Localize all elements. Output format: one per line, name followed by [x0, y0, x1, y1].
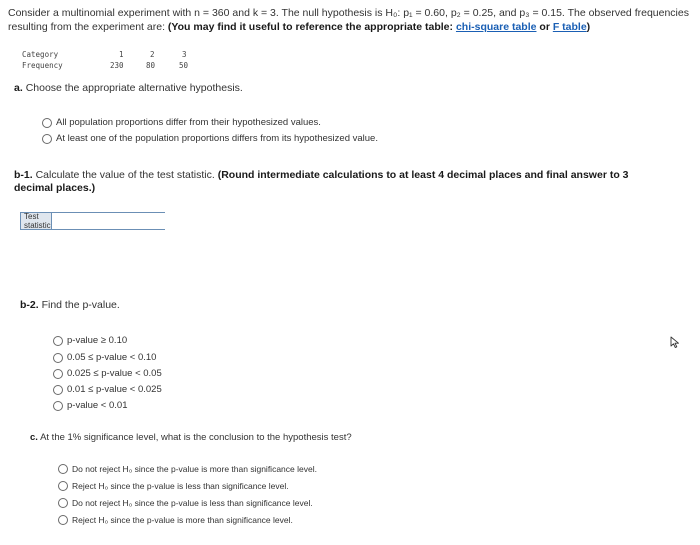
- part-a-option[interactable]: [42, 117, 321, 128]
- test-statistic-field: [20, 212, 165, 230]
- part-b1-label: b-1.: [14, 169, 33, 181]
- part-a-option[interactable]: [42, 133, 378, 144]
- part-a-question: [14, 82, 243, 94]
- radio-button[interactable]: [58, 498, 68, 508]
- intro-text: Consider a multinomial experiment with n = 360 and k = 3. The null hypothesis is H₀: p₁ = 0.60, p₂ = 0.25, and p₃ = 0.15. The observed frequencies resulting from the experiment are:: [8, 7, 689, 33]
- part-c-option[interactable]: [58, 498, 313, 508]
- part-c-option[interactable]: [58, 464, 317, 474]
- intro-close: ): [586, 21, 591, 33]
- part-b2-option[interactable]: [53, 335, 127, 346]
- frequency-cell: 230: [110, 61, 124, 70]
- part-c-question: [30, 432, 352, 443]
- option-text: All population proportions differ from their hypothesized values.: [56, 117, 321, 128]
- intro-or: or: [539, 21, 550, 33]
- option-text: 0.01 ≤ p-value < 0.025: [67, 384, 162, 395]
- radio-button[interactable]: [53, 353, 63, 363]
- part-a-text: Choose the appropriate alternative hypothesis.: [25, 82, 243, 94]
- frequency-cell: 50: [179, 61, 189, 70]
- radio-button[interactable]: [53, 336, 63, 346]
- part-b2-option[interactable]: [53, 368, 162, 379]
- test-statistic-input[interactable]: [52, 213, 175, 229]
- category-cell: 1: [119, 50, 124, 59]
- radio-button[interactable]: [42, 118, 52, 128]
- part-b1-question: [14, 169, 654, 195]
- radio-button[interactable]: [53, 385, 63, 395]
- problem-statement: [8, 6, 694, 34]
- part-b2-option[interactable]: [53, 400, 127, 411]
- intro-bold: (You may find it useful to reference the appropriate table:: [167, 21, 454, 33]
- part-b2-text: Find the p-value.: [41, 299, 120, 311]
- category-label: Category: [22, 50, 59, 59]
- part-c-label: c.: [30, 432, 38, 443]
- part-c-option[interactable]: [58, 481, 289, 491]
- mouse-pointer-icon: [668, 335, 682, 349]
- radio-button[interactable]: [58, 481, 68, 491]
- part-b2-question: [20, 299, 120, 311]
- part-b2-option[interactable]: [53, 352, 156, 363]
- frequency-label: Frequency: [22, 61, 63, 70]
- radio-button[interactable]: [53, 401, 63, 411]
- option-text: At least one of the population proportions differs from its hypothesized value.: [56, 133, 378, 144]
- radio-button[interactable]: [58, 464, 68, 474]
- part-a-label: a.: [14, 82, 23, 94]
- part-c-option[interactable]: [58, 515, 293, 525]
- option-text: Do not reject H₀ since the p-value is more than significance level.: [72, 464, 317, 474]
- option-text: 0.05 ≤ p-value < 0.10: [67, 352, 157, 363]
- frequency-cell: 80: [146, 61, 156, 70]
- category-cell: 2: [150, 50, 155, 59]
- category-cell: 3: [182, 50, 187, 59]
- option-text: 0.025 ≤ p-value < 0.05: [67, 368, 162, 379]
- option-text: Reject H₀ since the p-value is less than significance level.: [72, 481, 289, 491]
- part-b1-bold: (Round intermediate calculations to at least 4 decimal places and final answer to 3 decimal places.): [14, 169, 629, 194]
- option-text: p-value ≥ 0.10: [67, 335, 128, 346]
- part-b2-label: b-2.: [20, 299, 39, 311]
- part-b1-text: Calculate the value of the test statistic.: [35, 169, 215, 181]
- radio-button[interactable]: [58, 515, 68, 525]
- option-text: p-value < 0.01: [67, 400, 128, 411]
- part-c-text: At the 1% significance level, what is the conclusion to the hypothesis test?: [40, 432, 352, 443]
- f-table-link[interactable]: F table: [552, 21, 587, 33]
- part-b2-option[interactable]: [53, 384, 162, 395]
- option-text: Do not reject H₀ since the p-value is less than significance level.: [72, 498, 313, 508]
- option-text: Reject H₀ since the p-value is more than significance level.: [72, 515, 293, 525]
- test-statistic-label: Test statistic: [21, 213, 52, 229]
- radio-button[interactable]: [53, 369, 63, 379]
- radio-button[interactable]: [42, 134, 52, 144]
- chi-square-table-link[interactable]: chi-square table: [455, 21, 537, 33]
